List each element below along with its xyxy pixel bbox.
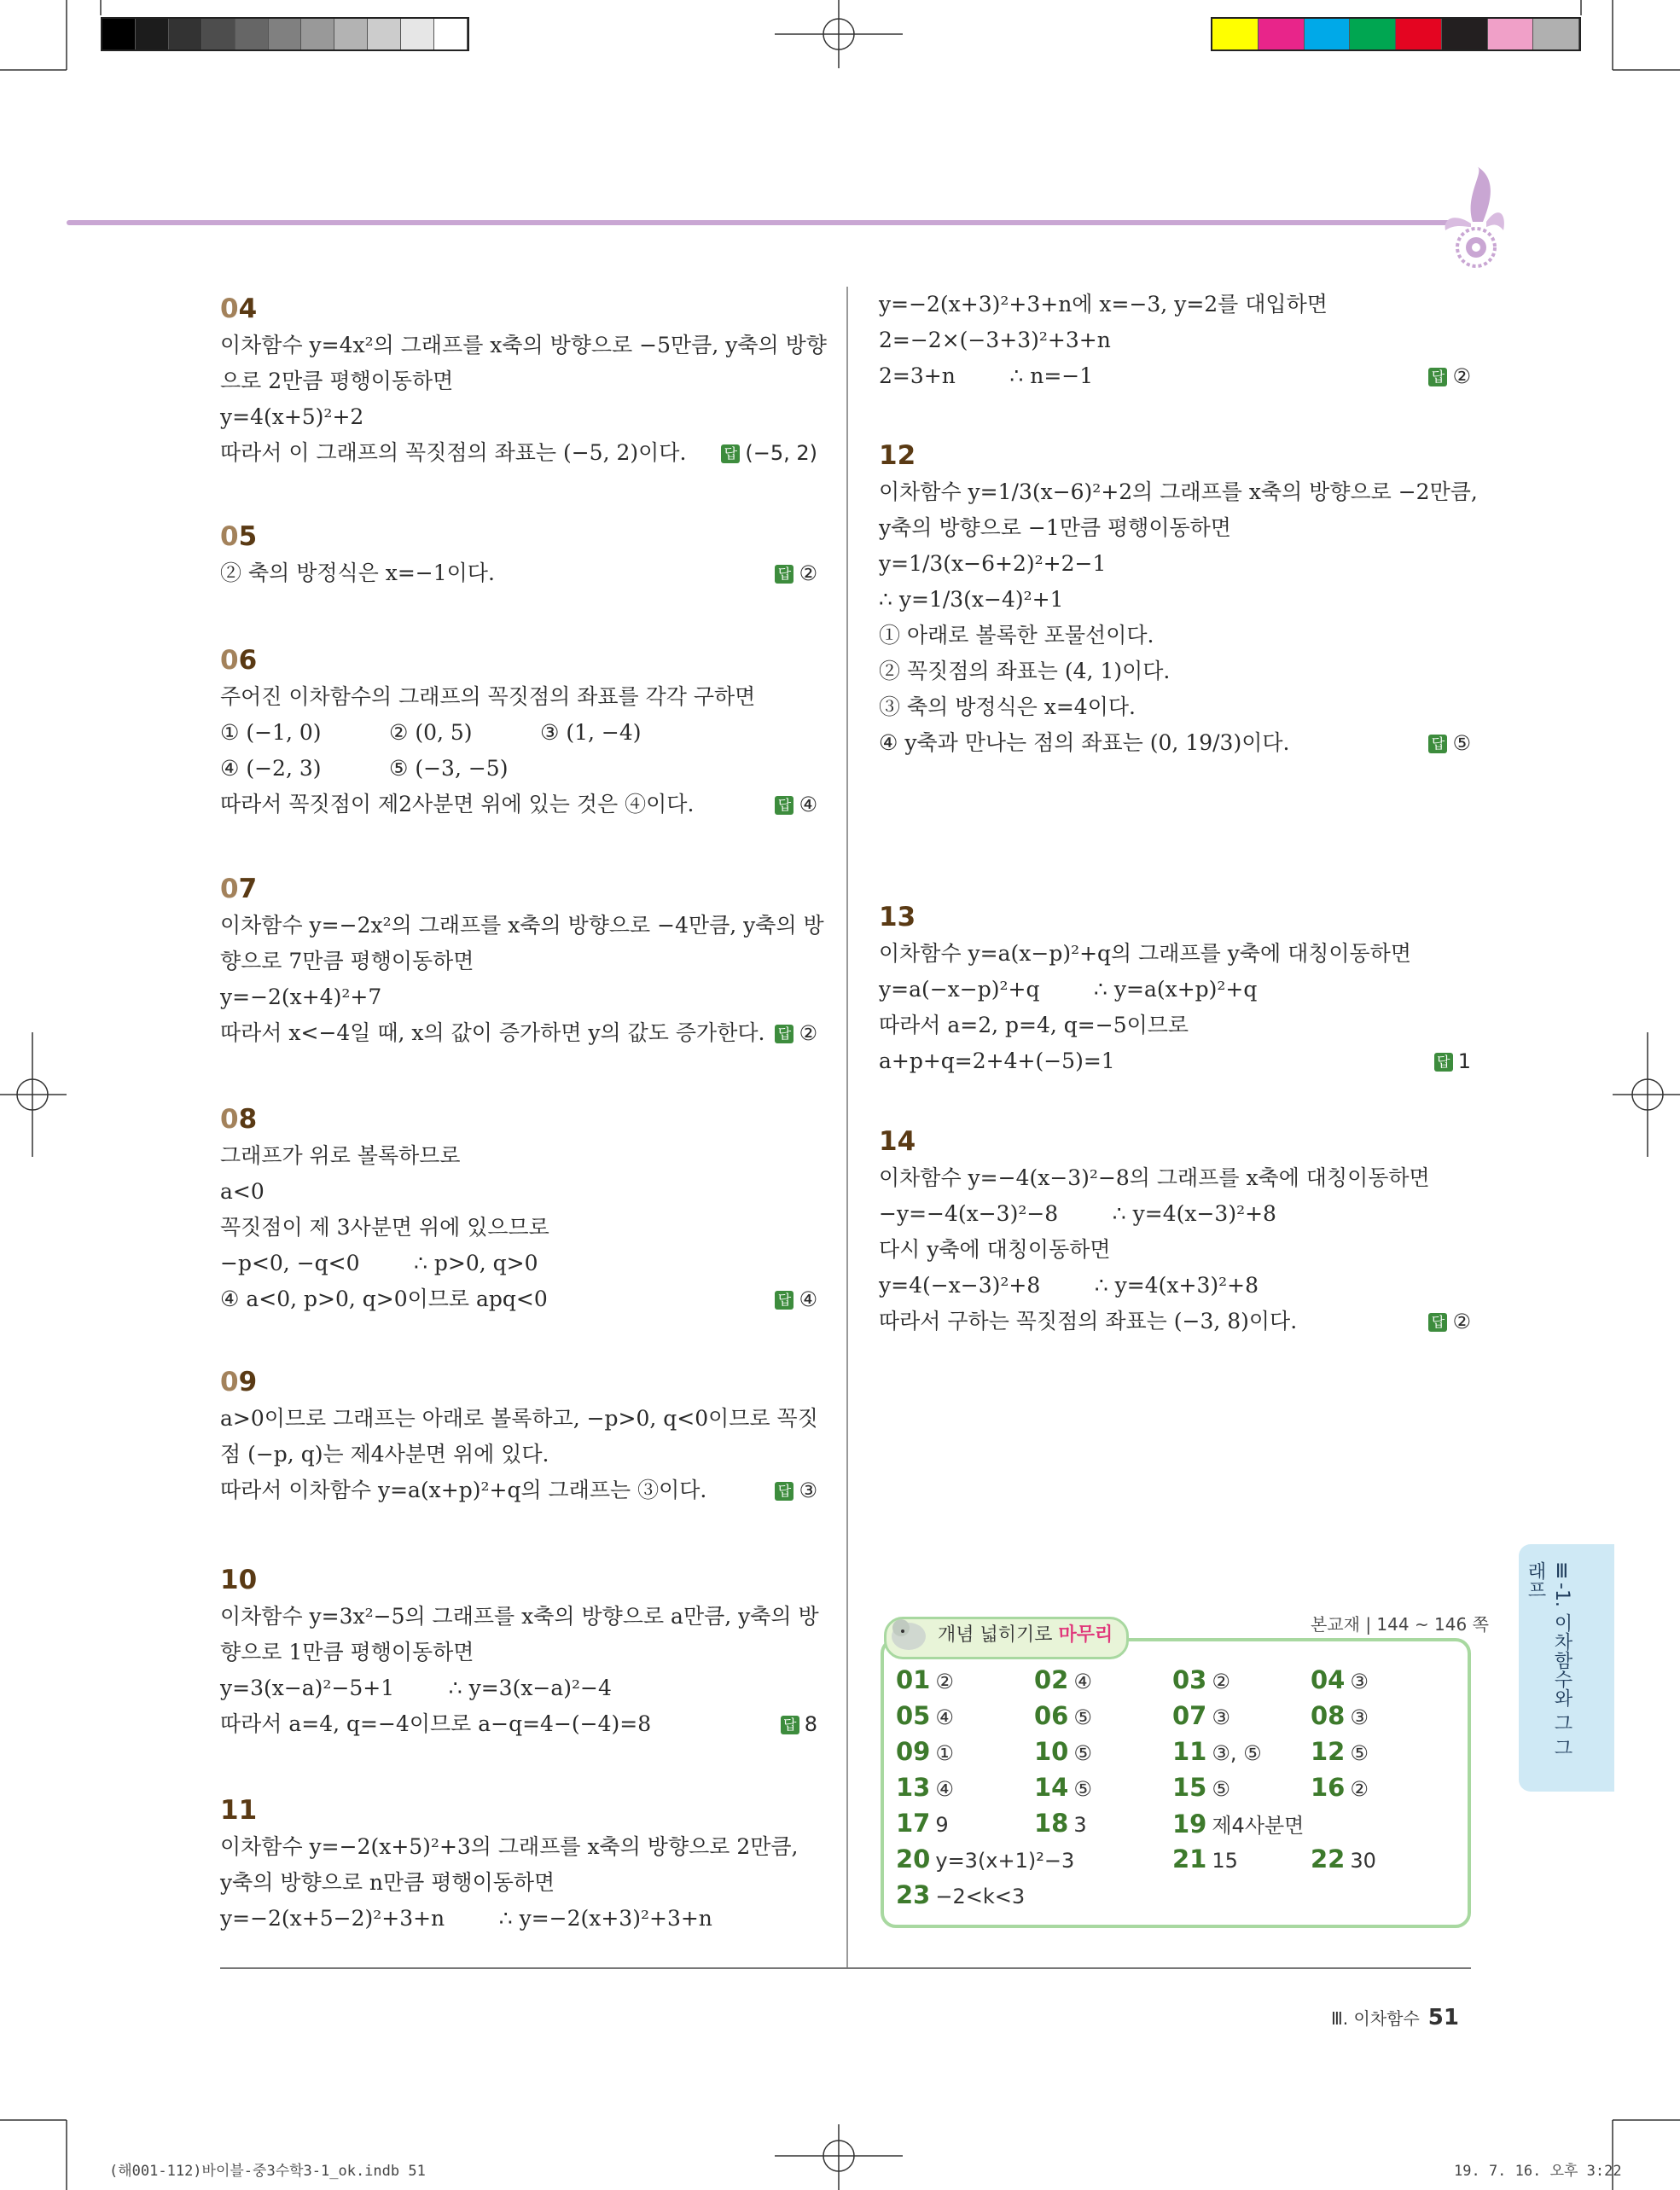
elephant-mascot-icon [886, 1611, 932, 1653]
problem-number: 10 [220, 1565, 258, 1595]
column-divider [846, 287, 848, 1967]
solution-line: y=a(−x−p)²+q ∴ y=a(x+p)²+q [879, 977, 1258, 1002]
summary-item-number: 10 [1034, 1737, 1069, 1766]
solution-block [220, 1792, 817, 1937]
summary-item-number: 21 [1172, 1844, 1207, 1873]
summary-item-answer: ③ [1212, 1705, 1230, 1729]
solution-line: 따라서 x<−4일 때, x의 값이 증가하면 y의 값도 증가한다. [220, 1020, 765, 1045]
flower-ornament-icon [1439, 162, 1507, 273]
summary-item-answer: 15 [1212, 1849, 1238, 1873]
solution-line: 그래프가 위로 볼록하므로 [220, 1143, 461, 1168]
solution-line: 이차함수 y=−2x²의 그래프를 x축의 방향으로 −4만큼, y축의 방 [220, 913, 824, 938]
summary-item-number: 08 [1311, 1701, 1346, 1730]
solution-line: 꼭짓점이 제 3사분면 위에 있으므로 [220, 1215, 549, 1240]
solution-line: 향으로 1만큼 평행이동하면 [220, 1640, 474, 1664]
summary-reference: 본교재 | 144 ~ 146 쪽 [1311, 1614, 1489, 1635]
solution-line: 이차함수 y=4x²의 그래프를 x축의 방향으로 −5만큼, y축의 방향 [220, 333, 827, 357]
answer-value: ② [799, 561, 817, 585]
answer-label [775, 787, 817, 822]
solution-block [879, 1123, 1471, 1339]
summary-item-answer: ④ [935, 1777, 954, 1801]
answer-label [781, 1706, 817, 1742]
solution-line: 따라서 a=2, p=4, q=−5이므로 [879, 1013, 1189, 1037]
summary-item-answer: 제4사분면 [1212, 1814, 1305, 1838]
solution-line: ① (−1, 0) ② (0, 5) ③ (1, −4) [220, 720, 642, 745]
summary-item-number: 02 [1034, 1665, 1069, 1694]
page-footer [1331, 2005, 1459, 2030]
solution-line: y=−2(x+3)²+3+n에 x=−3, y=2를 대입하면 [879, 292, 1328, 317]
solution-line: 향으로 7만큼 평행이동하면 [220, 949, 474, 973]
answer-mark-icon: 답 [721, 444, 740, 463]
solution-line: ② 축의 방정식은 x=−1이다. [220, 561, 495, 585]
summary-item [1034, 1701, 1092, 1730]
answer-mark-icon: 답 [775, 796, 793, 815]
solution-line: a+p+q=2+4+(−5)=1 [879, 1049, 1115, 1073]
problem-number: 07 [220, 874, 258, 904]
problem-number: 13 [879, 902, 916, 932]
summary-item-number: 13 [896, 1773, 931, 1802]
solution-block [220, 870, 824, 1051]
solution-line: 이차함수 y=3x²−5의 그래프를 x축의 방향으로 a만큼, y축의 방 [220, 1604, 819, 1629]
solution-line: 이차함수 y=−2(x+5)²+3의 그래프를 x축의 방향으로 2만큼, [220, 1834, 799, 1859]
answer-label [775, 1281, 817, 1317]
summary-item-answer: ① [935, 1741, 954, 1765]
answer-value: ④ [799, 793, 817, 816]
summary-item-number: 09 [896, 1737, 931, 1766]
summary-item [1034, 1809, 1087, 1838]
solution-line: 2=3+n ∴ n=−1 [879, 363, 1094, 388]
summary-item [1034, 1665, 1092, 1694]
summary-item-number: 05 [896, 1701, 931, 1730]
solution-line: −p<0, −q<0 ∴ p>0, q>0 [220, 1251, 538, 1275]
summary-item [896, 1701, 954, 1730]
solution-line: 으로 2만큼 평행이동하면 [220, 369, 454, 393]
summary-item-number: 04 [1311, 1665, 1346, 1694]
footer-rule [220, 1967, 1471, 1969]
answer-mark-icon: 답 [1428, 735, 1447, 753]
solution-line: ∴ y=1/3(x−4)²+1 [879, 587, 1064, 612]
summary-item-answer: ③ [1350, 1670, 1369, 1693]
solution-line: 이차함수 y=−4(x−3)²−8의 그래프를 x축에 대칭이동하면 [879, 1165, 1430, 1190]
footer-chapter: Ⅲ. 이차함수 [1331, 2008, 1420, 2029]
summary-item [896, 1737, 954, 1766]
summary-item-number: 01 [896, 1665, 931, 1694]
answer-mark-icon: 답 [1434, 1053, 1453, 1072]
answer-mark-icon: 답 [775, 1291, 793, 1310]
solution-line: ④ (−2, 3) ⑤ (−3, −5) [220, 756, 509, 781]
solution-line: 따라서 이 그래프의 꼭짓점의 좌표는 (−5, 2)이다. [220, 440, 687, 465]
answer-label [1428, 1304, 1471, 1339]
answer-label [721, 435, 817, 471]
summary-item [896, 1880, 1025, 1909]
solution-line: 주어진 이차함수의 그래프의 꼭짓점의 좌표를 각각 구하면 [220, 684, 756, 709]
summary-item-number: 14 [1034, 1773, 1069, 1802]
summary-item [896, 1665, 954, 1694]
summary-item [1172, 1773, 1230, 1802]
summary-item-answer: ⑤ [1073, 1741, 1092, 1765]
solution-line: 다시 y축에 대칭이동하면 [879, 1237, 1111, 1262]
print-timestamp: 19. 7. 16. 오후 3:22 [1454, 2163, 1622, 2180]
solution-line: y=−2(x+4)²+7 [220, 985, 382, 1009]
answer-value: 1 [1457, 1049, 1471, 1073]
summary-item [1311, 1844, 1376, 1873]
solution-line: 따라서 구하는 꼭짓점의 좌표는 (−3, 8)이다. [879, 1309, 1298, 1333]
summary-item-number: 17 [896, 1809, 931, 1838]
summary-item-number: 19 [1172, 1810, 1207, 1839]
answer-value: ④ [799, 1287, 817, 1311]
summary-item [1311, 1737, 1369, 1766]
solution-line: y=3(x−a)²−5+1 ∴ y=3(x−a)²−4 [220, 1676, 612, 1700]
solution-line: 이차함수 y=1/3(x−6)²+2의 그래프를 x축의 방향으로 −2만큼, [879, 479, 1478, 504]
solution-block [220, 1101, 817, 1317]
solution-line: 따라서 a=4, q=−4이므로 a−q=4−(−4)=8 [220, 1711, 652, 1736]
solution-line: a<0 [220, 1179, 264, 1204]
summary-item-number: 11 [1172, 1737, 1207, 1766]
summary-item [896, 1809, 949, 1838]
solution-line: 이차함수 y=a(x−p)²+q의 그래프를 y축에 대칭이동하면 [879, 941, 1411, 966]
answer-label [1434, 1043, 1471, 1079]
solution-line: ④ y축과 만나는 점의 좌표는 (0, 19/3)이다. [879, 730, 1290, 755]
summary-item-answer: ⑤ [1073, 1705, 1092, 1729]
answer-mark-icon: 답 [775, 565, 793, 584]
summary-item-answer: ② [935, 1670, 954, 1693]
answer-label [1428, 358, 1471, 394]
solution-block [220, 1363, 817, 1508]
summary-title-prefix: 개념 넓히기로 [938, 1624, 1053, 1646]
summary-title-highlight: 마무리 [1058, 1624, 1113, 1646]
problem-number: 14 [879, 1126, 916, 1157]
answer-label [1428, 725, 1471, 761]
summary-item-answer: 3 [1073, 1813, 1087, 1837]
summary-item-answer: ③, ⑤ [1212, 1741, 1262, 1765]
summary-item-answer: y=3(x+1)²−3 [935, 1849, 1075, 1873]
summary-item [1172, 1737, 1262, 1766]
solution-line: 2=−2×(−3+3)²+3+n [879, 328, 1111, 352]
solution-line: 점 (−p, q)는 제4사분면 위에 있다. [220, 1442, 549, 1467]
solution-line: 따라서 꼭짓점이 제2사분면 위에 있는 것은 ④이다. [220, 792, 695, 816]
solution-line: −y=−4(x−3)²−8 ∴ y=4(x−3)²+8 [879, 1201, 1276, 1226]
summary-item [896, 1844, 1074, 1873]
summary-item-number: 12 [1311, 1737, 1346, 1766]
summary-item-answer: ② [1350, 1777, 1369, 1801]
answer-value: ③ [799, 1478, 817, 1502]
solution-line: y축의 방향으로 −1만큼 평행이동하면 [879, 515, 1231, 540]
solution-block [220, 1561, 817, 1742]
answer-mark-icon: 답 [1428, 368, 1447, 386]
answer-value: (−5, 2) [745, 441, 817, 465]
solution-line: y=4(−x−3)²+8 ∴ y=4(x+3)²+8 [879, 1273, 1259, 1298]
page-number: 51 [1427, 2005, 1459, 2030]
answer-label [775, 555, 817, 591]
solution-line: 따라서 이차함수 y=a(x+p)²+q의 그래프는 ③이다. [220, 1478, 707, 1502]
summary-item-number: 18 [1034, 1809, 1069, 1838]
summary-item-number: 22 [1311, 1844, 1346, 1873]
summary-item-number: 15 [1172, 1773, 1207, 1802]
answer-label [775, 1015, 817, 1051]
summary-item-number: 07 [1172, 1701, 1207, 1730]
problem-number: 05 [220, 521, 258, 552]
problem-number: 08 [220, 1104, 258, 1135]
header-rule [67, 220, 1466, 225]
summary-item-answer: ④ [935, 1705, 954, 1729]
summary-item-answer: ④ [1073, 1670, 1092, 1693]
solution-line: ② 꼭짓점의 좌표는 (4, 1)이다. [879, 659, 1171, 683]
chapter-side-tab-label: Ⅲ-1. 이차함수와 그 그래프 [1525, 1561, 1572, 1757]
summary-item [1311, 1701, 1369, 1730]
problem-number: 04 [220, 293, 258, 324]
summary-item-answer: ⑤ [1350, 1741, 1369, 1765]
summary-item-answer: ③ [1350, 1705, 1369, 1729]
answer-mark-icon: 답 [775, 1025, 793, 1043]
answer-value: ⑤ [1452, 731, 1471, 755]
solution-block [220, 290, 827, 471]
summary-item-answer: ⑤ [1073, 1777, 1092, 1801]
solution-line: y=−2(x+5−2)²+3+n ∴ y=−2(x+3)²+3+n [220, 1906, 712, 1931]
summary-item [1034, 1737, 1092, 1766]
problem-number: 09 [220, 1367, 258, 1397]
solution-line: y=1/3(x−6+2)²+2−1 [879, 551, 1107, 576]
summary-item-number: 20 [896, 1844, 931, 1873]
answer-mark-icon: 답 [775, 1482, 793, 1501]
solution-line: ④ a<0, p>0, q>0이므로 apq<0 [220, 1287, 548, 1311]
solution-line: ③ 축의 방정식은 x=4이다. [879, 694, 1136, 719]
solution-block [879, 437, 1478, 761]
solution-line: y축의 방향으로 n만큼 평행이동하면 [220, 1870, 555, 1895]
summary-item [1172, 1844, 1238, 1873]
summary-item [1311, 1665, 1369, 1694]
summary-item-number: 06 [1034, 1701, 1069, 1730]
solution-line: y=4(x+5)²+2 [220, 404, 364, 429]
summary-item-answer: −2<k<3 [935, 1885, 1026, 1908]
answer-mark-icon: 답 [781, 1716, 799, 1734]
answer-label [775, 1473, 817, 1508]
summary-item-number: 23 [896, 1880, 931, 1909]
answer-value: ② [799, 1021, 817, 1045]
summary-item-answer: ⑤ [1212, 1777, 1230, 1801]
summary-item-number: 03 [1172, 1665, 1207, 1694]
summary-item [1311, 1773, 1369, 1802]
answer-value: ② [1452, 1310, 1471, 1333]
solution-line: ① 아래로 볼록한 포물선이다. [879, 623, 1154, 648]
summary-item [896, 1773, 954, 1802]
print-filename: (해001-112)바이블-중3수학3-1_ok.indb 51 [109, 2163, 426, 2180]
answer-value: ② [1452, 364, 1471, 388]
summary-item-answer: 9 [935, 1813, 949, 1837]
summary-item [1172, 1665, 1230, 1694]
summary-item-number: 16 [1311, 1773, 1346, 1802]
problem-number: 11 [220, 1795, 258, 1826]
solution-block [879, 898, 1471, 1079]
summary-item [1172, 1809, 1304, 1839]
summary-item [1172, 1701, 1230, 1730]
solution-block [220, 518, 817, 591]
problem-number: 06 [220, 645, 258, 676]
answer-value: 8 [804, 1712, 817, 1736]
summary-item-answer: 30 [1350, 1849, 1376, 1873]
solution-block [220, 642, 817, 822]
answer-mark-icon: 답 [1428, 1313, 1447, 1332]
summary-item [1034, 1773, 1092, 1802]
solution-line: a>0이므로 그래프는 아래로 볼록하고, −p>0, q<0이므로 꼭짓 [220, 1406, 818, 1431]
solution-block [879, 287, 1471, 394]
problem-number: 12 [879, 440, 916, 471]
summary-item-answer: ② [1212, 1670, 1230, 1693]
